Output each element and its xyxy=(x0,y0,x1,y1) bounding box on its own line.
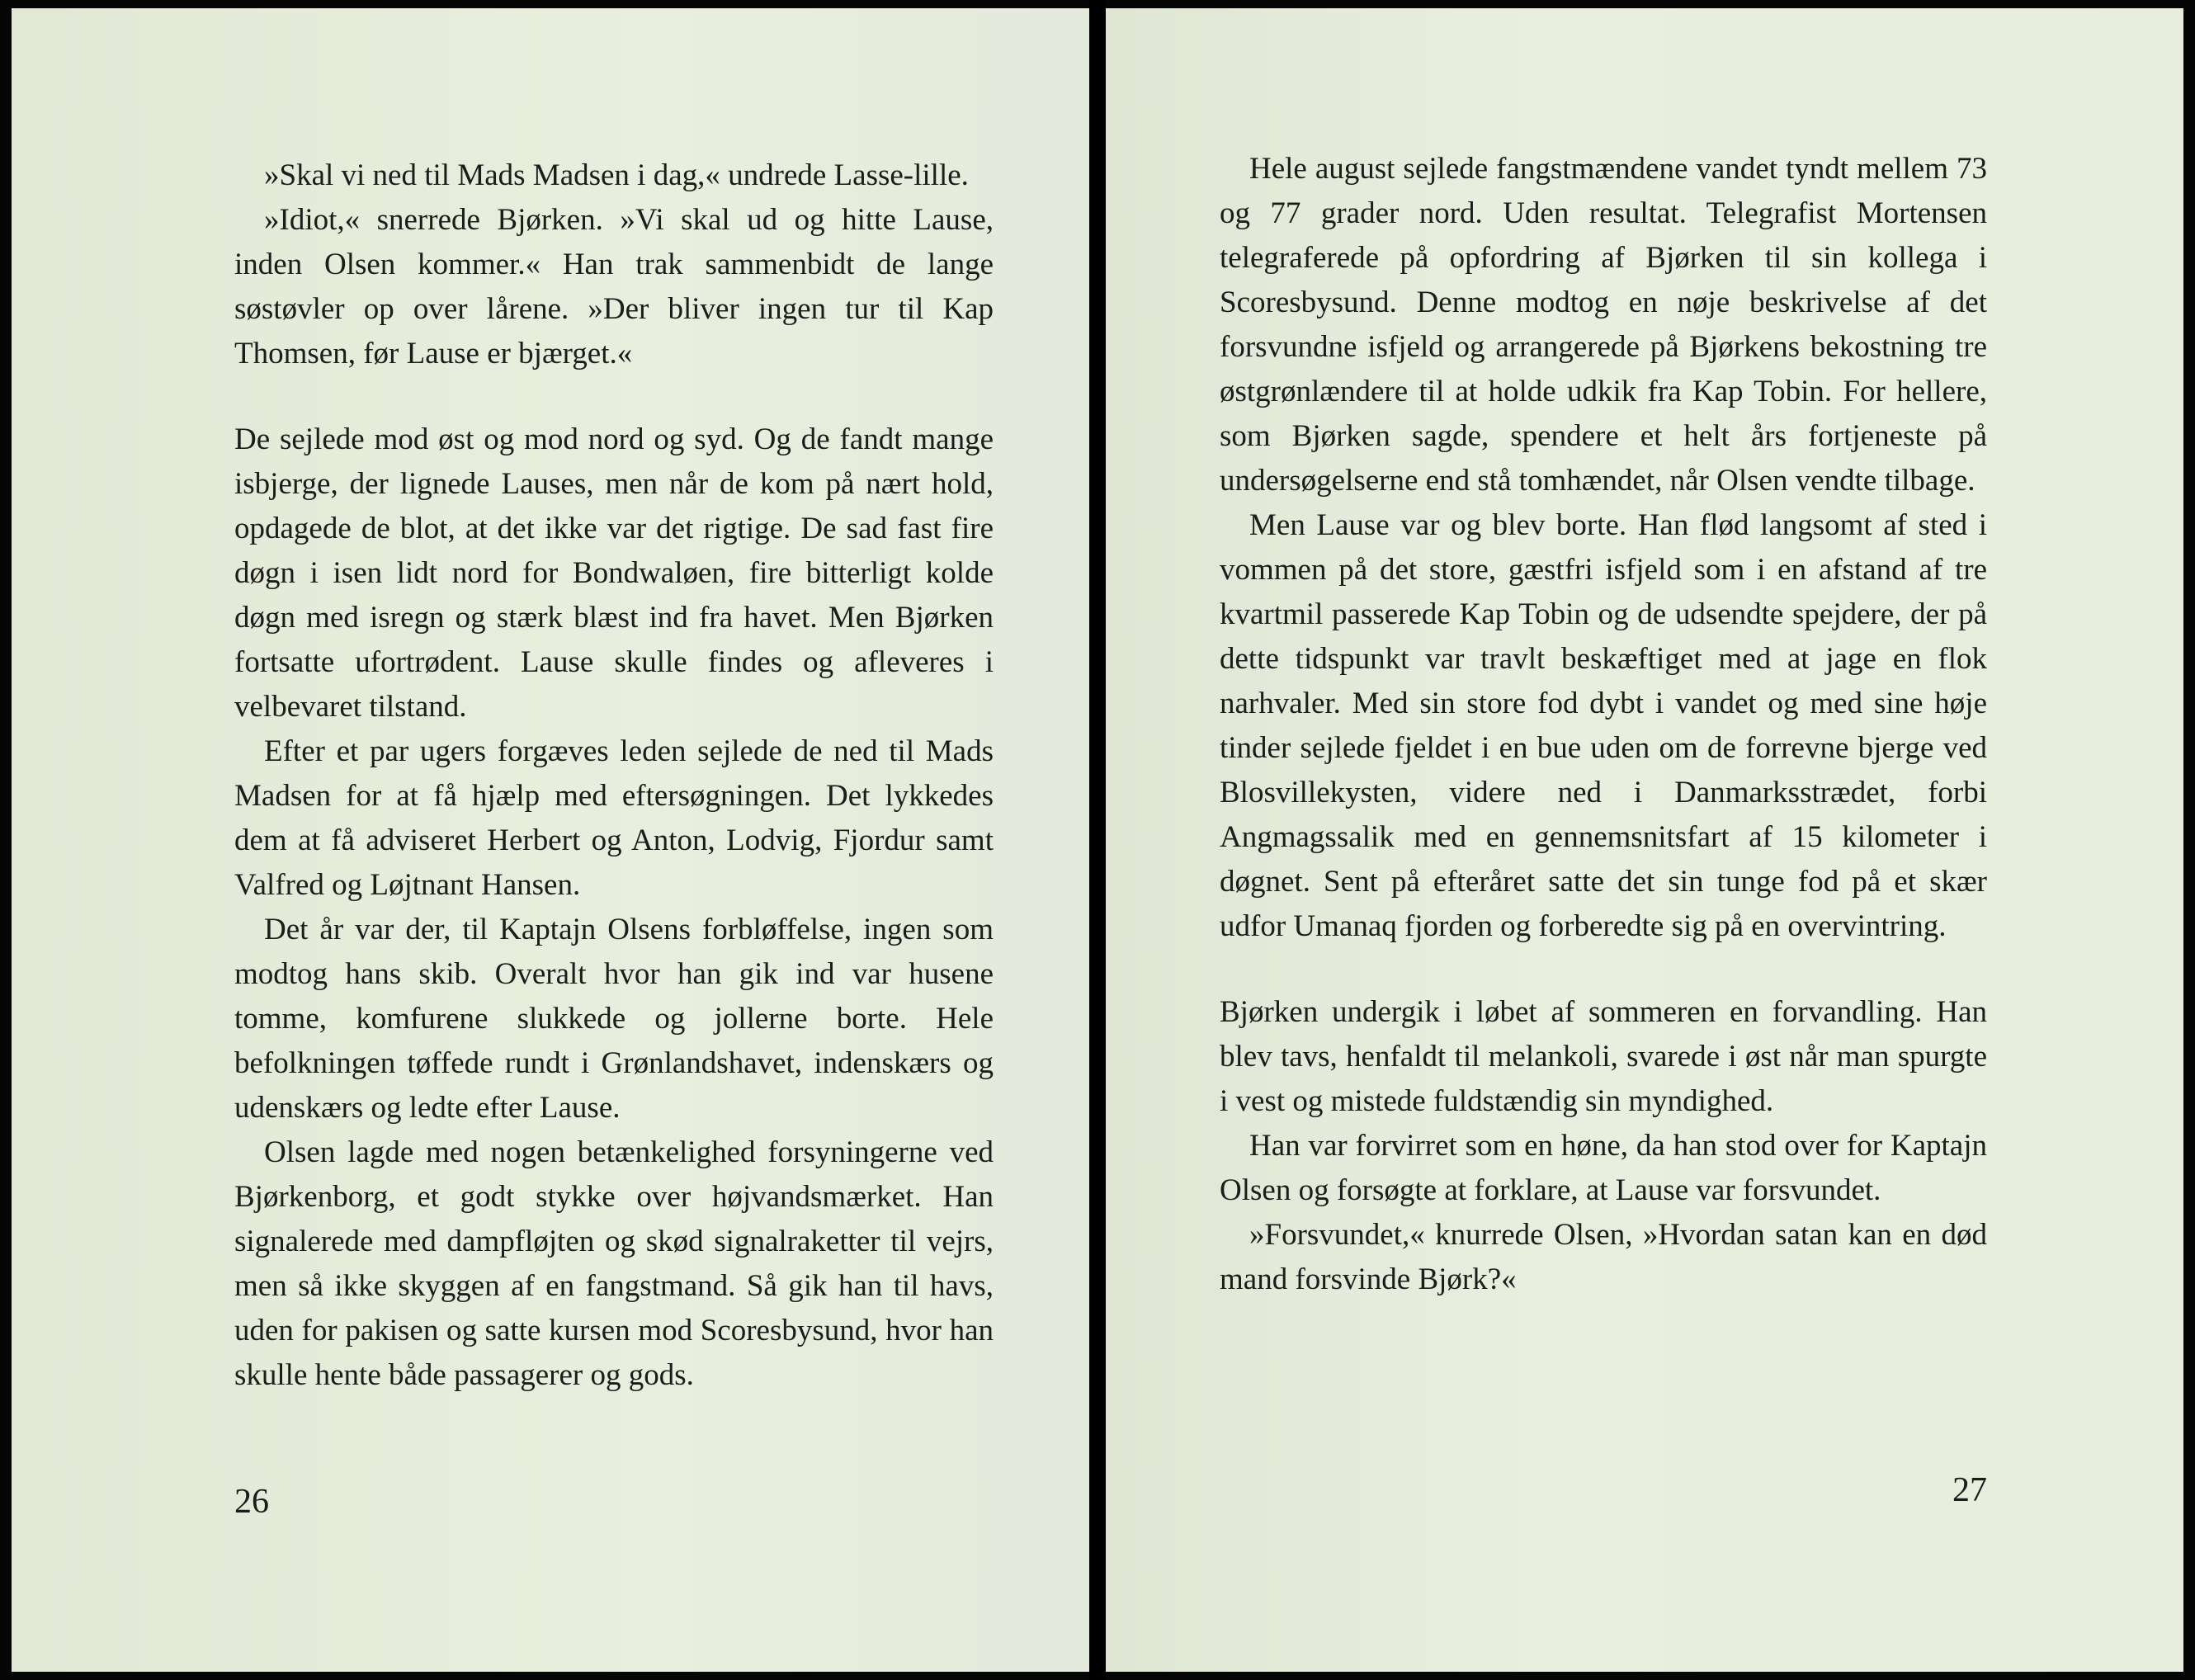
right-page xyxy=(1106,8,2183,1672)
left-page-text xyxy=(234,153,994,1398)
left-page xyxy=(12,8,1089,1672)
paragraph: Han var forvirret som en høne, da han stod over for Kaptajn Olsen og forsøgte at forklare, at Lause var forsvundet. xyxy=(1220,1129,1987,1207)
paragraph: Bjørken undergik i løbet af sommeren en forvandling. Han blev tavs, henfaldt til melankoli, svarede i øst når man spurgte i vest og mistede fuldstændig sin myndighed. xyxy=(1220,995,1987,1118)
right-page-text xyxy=(1220,147,1987,1302)
paragraph: Efter et par ugers forgæves leden sejlede de ned til Mads Madsen for at få hjælp med eftersøgningen. Det lykkedes dem at få adviseret Herbert og Anton, Lodvig, Fjordur samt Valfred og Løjtnant Hansen. xyxy=(234,734,994,902)
paragraph: »Idiot,« snerrede Bjørken. »Vi skal ud og hitte Lause, inden Olsen kommer.« Han trak sammenbidt de lange søstøvler op over lårene. »Der bliver ingen tur til Kap Thomsen, før Lause er bjærget.« xyxy=(234,203,994,370)
paragraph: Men Lause var og blev borte. Han flød langsomt af sted i vommen på det store, gæstfri isfjeld som i en afstand af tre kvartmil passerede Kap Tobin og de udsendte spejdere, der på dette tidspunkt var travlt beskæftiget med at jage en flok narhvaler. Med sin store fod dybt i vandet og med sine høje tinder sejlede fjeldet i en bue uden om de forrevne bjerge ved Blosvillekysten, videre ned i Danmarksstrædet, forbi Angmagssalik med en gennemsnitsfart af 15 kilometer i døgnet. Sent på efteråret satte det sin tunge fod på et skær udfor Umanaq fjorden og forberedte sig på en overvintring. xyxy=(1220,508,1987,943)
paragraph: Det år var der, til Kaptajn Olsens forbløffelse, ingen som modtog hans skib. Overalt hvor han gik ind var husene tomme, komfurene slukkede og jollerne borte. Hele befolkningen tøffede rundt i Grønlandshavet, indenskærs og udenskærs og ledte efter Lause. xyxy=(234,913,994,1125)
page-number-right: 27 xyxy=(1952,1471,1987,1509)
book-gutter xyxy=(1089,0,1106,1680)
paragraph: Olsen lagde med nogen betænkelighed forsyningerne ved Bjørkenborg, et godt stykke over højvandsmærket. Han signalerede med dampfløjten og skød signalraketter til vejrs, men så ikke skyggen af en fangstmand. Så gik han til havs, uden for pakisen og satte kursen mod Scoresbysund, hvor han skulle hente både passagerer og gods. xyxy=(234,1135,994,1392)
paragraph: »Forsvundet,« knurrede Olsen, »Hvordan satan kan en død mand forsvinde Bjørk?« xyxy=(1220,1218,1987,1296)
page-number-left: 26 xyxy=(234,1483,269,1521)
paragraph: »Skal vi ned til Mads Madsen i dag,« undrede Lasse-lille. xyxy=(264,158,969,192)
paragraph: Hele august sejlede fangstmændene vandet tyndt mellem 73 og 77 grader nord. Uden resultat. Telegrafist Mortensen telegraferede på opfordring af Bjørken til sin kollega i Scoresbysund. Denne modtog en nøje beskrivelse af det forsvundne isfjeld og arrangerede på Bjørkens bekostning tre østgrønlændere til at holde udkik fra Kap Tobin. For hellere, som Bjørken sagde, spendere et helt års fortjeneste på undersøgelserne end stå tomhændet, når Olsen vendte tilbage. xyxy=(1220,152,1987,498)
paragraph: De sejlede mod øst og mod nord og syd. Og de fandt mange isbjerge, der lignede Lauses, men når de kom på nært hold, opdagede de blot, at det ikke var det rigtige. De sad fast fire døgn i isen lidt nord for Bondwaløen, fire bitterligt kolde døgn med isregn og stærk blæst ind fra havet. Men Bjørken fortsatte ufortrødent. Lause skulle findes og afleveres i velbevaret tilstand. xyxy=(234,422,994,724)
